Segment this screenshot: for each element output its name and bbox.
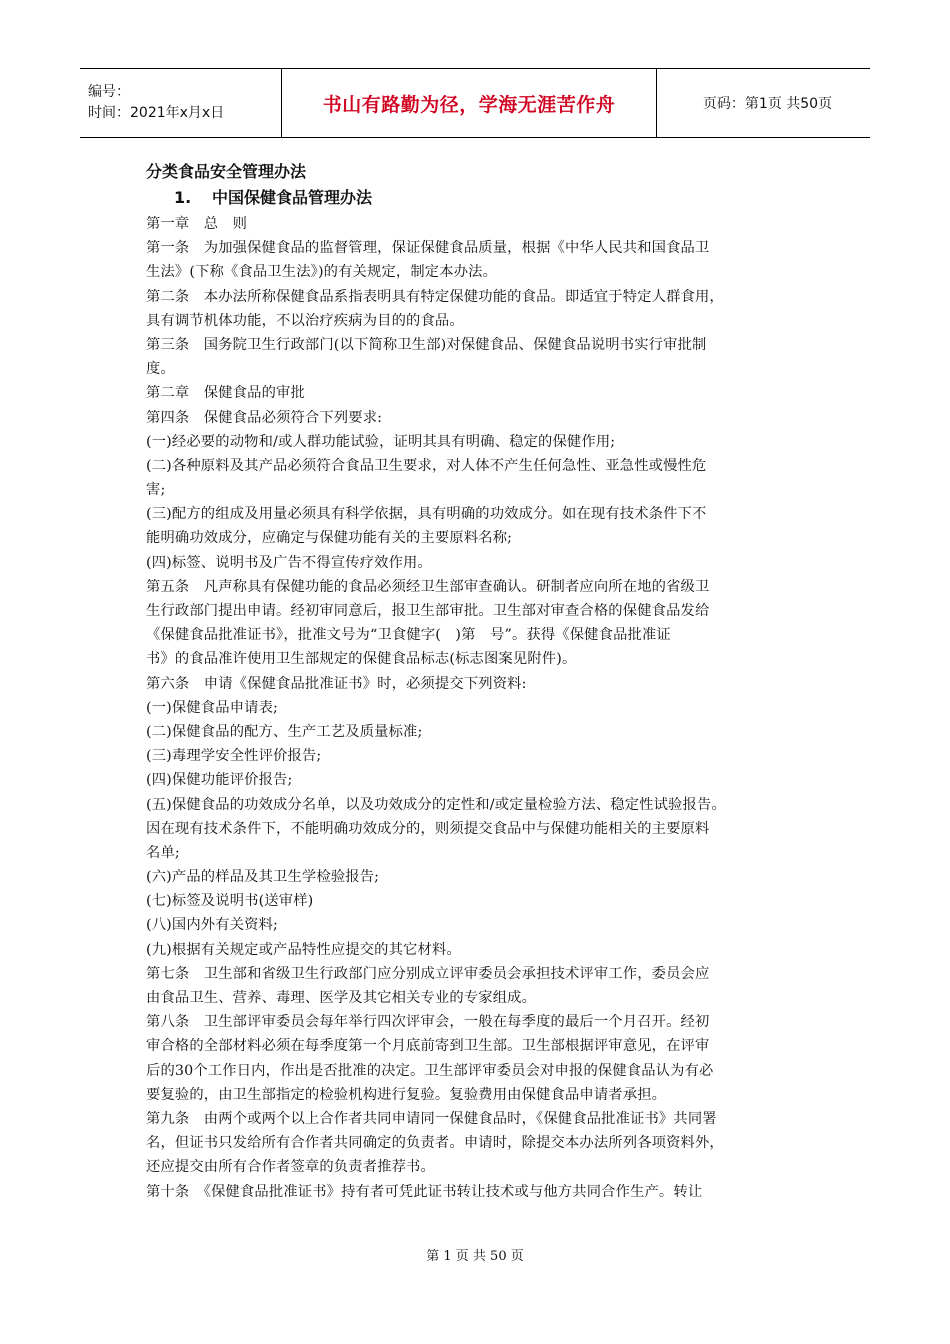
text-line: (五)保健食品的功效成分名单，以及功效成分的定性和/或定量检验方法、稳定性试验报告。 [146, 796, 726, 813]
text-line: (二)各种原料及其产品必须符合食品卫生要求，对人体不产生任何急性、亚急性或慢性危 [146, 457, 707, 474]
text-line: (四)标签、说明书及广告不得宣传疗效作用。 [146, 554, 432, 571]
header-meta [80, 69, 282, 137]
header-page-info: 页码：第1页 共50页 [702, 96, 833, 112]
text-line: 因在现有技术条件下，不能明确功效成分的，则须提交食品中与保健功能相关的主要原料 [146, 820, 710, 837]
text-line: (八)国内外有关资料; [146, 917, 278, 934]
header-motto: 书山有路勤为径，学海无涯苦作舟 [282, 69, 657, 137]
section-heading [146, 185, 826, 211]
text-line: (一)经必要的动物和/或人群功能试验，证明其具有明确、稳定的保健作用; [146, 433, 616, 450]
section-title: 中国保健食品管理办法 [212, 188, 373, 207]
text-line: 生行政部门提出申请。经初审同意后，报卫生部审批。卫生部对审查合格的保健食品发给 [146, 603, 710, 619]
text-line: (三)毒理学安全性评价报告; [146, 748, 322, 765]
body-text [146, 212, 826, 1204]
text-line: (一)保健食品申请表; [146, 699, 278, 716]
text-line: 书》的食品准许使用卫生部规定的保健食品标志(标志图案见附件)。 [146, 651, 577, 668]
text-line: 第一章 总 则 [146, 216, 248, 232]
header-number-label: 编号： [88, 84, 130, 100]
text-line: 第三条 国务院卫生行政部门(以下简称卫生部)对保健食品、保健食品说明书实行审批制 [146, 336, 707, 353]
text-line: (四)保健功能评价报告; [146, 772, 293, 789]
text-line: 第二章 保健食品的审批 [146, 385, 305, 402]
text-line: 能明确功效成分，应确定与保健功能有关的主要原料名称; [146, 530, 513, 547]
text-line: 第十条 《保健食品批准证书》持有者可凭此证书转让技术或与他方共同合作生产。转让 [146, 1183, 703, 1200]
page-footer: 第 1 页 共 50 页 [426, 1249, 524, 1264]
text-line: 《保健食品批准证书》，批准文号为“卫食健字( )第 号”。获得《保健食品批准证 [146, 627, 671, 644]
page-header [80, 68, 870, 138]
text-line: 害; [146, 482, 166, 499]
text-line: (二)保健食品的配方、生产工艺及质量标准; [146, 723, 423, 740]
text-line: 第四条 保健食品必须符合下列要求: [146, 409, 383, 426]
text-line: (七)标签及说明书(送审样) [146, 893, 314, 910]
text-line: 名单; [146, 844, 180, 861]
text-line: 第一条 为加强保健食品的监督管理，保证保健食品质量，根据《中华人民共和国食品卫 [146, 240, 710, 257]
text-line: (三)配方的组成及用量必须具有科学依据，具有明确的功效成分。如在现有技术条件下不 [146, 506, 707, 523]
document-title: 分类食品安全管理办法 [146, 162, 307, 181]
text-line: 第七条 卫生部和省级卫生行政部门应分别成立评审委员会承担技术评审工作，委员会应 [146, 965, 710, 982]
text-line: 审合格的全部材料必须在每季度第一个月底前寄到卫生部。卫生部根据评审意见，在评审 [146, 1038, 710, 1055]
text-line: 生法》(下称《食品卫生法》)的有关规定，制定本办法。 [146, 264, 498, 281]
text-line: 第八条 卫生部评审委员会每年举行四次评审会，一般在每季度的最后一个月召开。经初 [146, 1014, 710, 1031]
text-line: 名，但证书只发给所有合作者共同确定的负责者。申请时，除提交本办法所列各项资料外， [146, 1135, 724, 1152]
text-line: 第五条 凡声称具有保健功能的食品必须经卫生部审查确认。研制者应向所在地的省级卫 [146, 578, 710, 595]
header-date-label: 时间：2021年x月x日 [88, 105, 225, 121]
text-line: 第二条 本办法所称保健食品系指表明具有特定保健功能的食品。即适宜于特定人群食用， [146, 288, 724, 305]
text-line: 由食品卫生、营养、毒理、医学及其它相关专业的专家组成。 [146, 990, 537, 1006]
text-line: 度。 [146, 361, 175, 378]
text-line: 还应提交由所有合作者签章的负责者推荐书。 [146, 1159, 435, 1176]
document-body [146, 159, 826, 1204]
text-line: 后的30个工作日内，作出是否批准的决定。卫生部评审委员会对申报的保健食品认为有必 [146, 1062, 714, 1079]
text-line: 第六条 申请《保健食品批准证书》时，必须提交下列资料: [146, 675, 527, 692]
text-line: 要复验的，由卫生部指定的检验机构进行复验。复验费用由保健食品申请者承担。 [146, 1086, 667, 1103]
text-line: (九)根据有关规定或产品特性应提交的其它材料。 [146, 941, 461, 958]
text-line: (六)产品的样品及其卫生学检验报告; [146, 869, 380, 886]
section-number: 1. [174, 188, 192, 207]
text-line: 第九条 由两个或两个以上合作者共同申请同一保健食品时，《保健食品批准证书》共同署 [146, 1110, 717, 1127]
text-line: 具有调节机体功能，不以治疗疾病为目的的食品。 [146, 312, 464, 329]
